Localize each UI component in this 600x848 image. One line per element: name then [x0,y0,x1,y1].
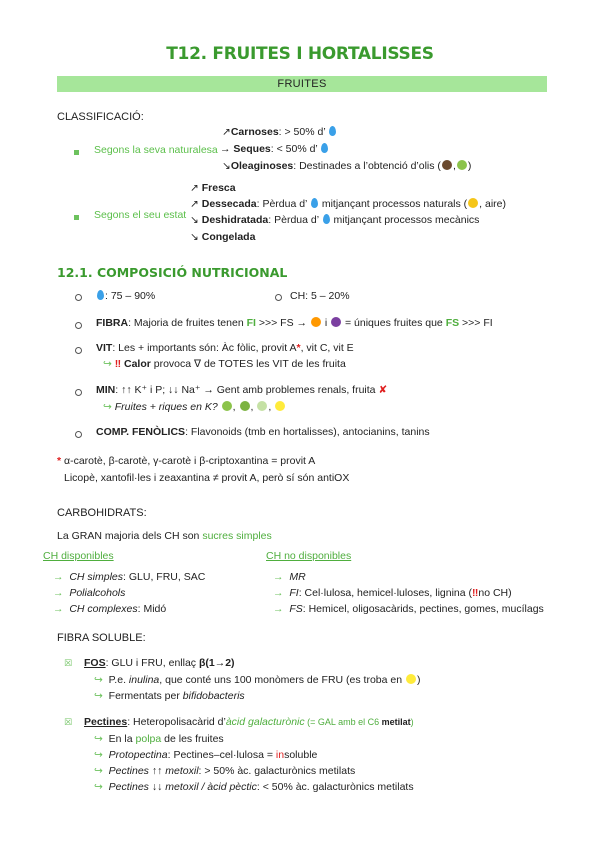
water-drop-icon [321,143,328,153]
heading-fibra-soluble: FIBRA SOLUBLE: [57,632,146,644]
list-item-mr: → MR [273,571,306,583]
item-carnoses: ↗Carnoses: > 50% d’ [222,126,337,138]
grapes-icon [331,317,341,327]
melon-icon [257,401,267,411]
item-water: : 75 – 90% [96,290,155,302]
group-label-estat: Segons el seu estat [94,209,187,221]
item-dessecada: ↗ Dessecada: Pèrdua d’ mitjançant processos naturals ( , aire) [190,198,507,210]
item-deshidratada: ↘ Deshidratada: Pèrdua d’ mitjançant processos mecànics [190,214,480,226]
group-label-naturalesa: Segons la seva naturalesa [94,144,218,156]
circle-bullet [75,294,82,301]
sun-icon [468,198,478,208]
circle-bullet [75,347,82,354]
item-pectines: Pectines: Heteropolisacàrid d’àcid galacturònic (= GAL amb el C6 metilat) [84,716,414,728]
sub-item-inulina: ↪ P.e. inulina, que conté uns 100 monòmers de FRU (es troba en ) [94,674,421,686]
section-banner-fruites: FRUITES [57,76,547,92]
heading-ch-disponibles: CH disponibles [43,550,114,562]
carbohidrats-intro: La GRAN majoria dels CH son sucres simples [57,530,272,542]
page-title: T12. FRUITES I HORTALISSES [166,44,434,64]
water-drop-icon [311,198,318,208]
item-vit: VIT: Les + importants són: Àc fòlic, provit A*, vit C, vit E [96,342,354,354]
avocado-icon [457,160,467,170]
square-bullet [74,150,79,155]
sub-item-protopectina: ↪ Protopectina: Pectines–cel·lulosa = insoluble [94,749,318,761]
coconut-icon [442,160,452,170]
item-fenolics: COMP. FENÒLICS: Flavonoids (tmb en hortalisses), antocianins, tanins [96,426,430,438]
list-item-fi: → FI: Cel·lulosa, hemicel·luloses, lignina (‼no CH) [273,587,512,599]
kiwi-icon [240,401,250,411]
item-fibra: FIBRA: Majoria de fruites tenen FI >>> FS → i = úniques fruites que FS >>> FI [96,317,493,329]
sub-item-potassium-fruits: ↪ Fruites + riques en K? , , , [103,401,286,413]
circle-bullet [75,389,82,396]
sub-item-low-metoxil: ↪ Pectines ↓↓ metoxil / àcid pèctic: < 50% àc. galacturònics metilats [94,781,414,793]
item-fresca: ↗ Fresca [190,182,236,194]
heading-composicio-nutricional: 12.1. COMPOSICIÓ NUTRICIONAL [57,265,288,280]
note-antiox: Licopè, xantofil·les i zeaxantina ≠ provit A, però sí són antiOX [64,472,350,484]
avocado-icon [222,401,232,411]
circle-bullet [275,294,282,301]
item-min: MIN: ↑↑ K⁺ i P; ↓↓ Na⁺ → Gent amb problemes renals, fruita ✘ [96,384,388,396]
list-item-fs: → FS: Hemicel, oligosacàrids, pectines, gomes, mucílags [273,603,544,615]
list-item-ch-simples: → CH simples: GLU, FRU, SAC [53,571,206,583]
banana-icon [406,674,416,684]
checkbox-marker: ☒ [64,658,73,668]
heading-classificacio: CLASSIFICACIÓ: [57,111,144,123]
water-drop-icon [329,126,336,136]
item-seques: → Seques: < 50% d’ [220,143,329,155]
item-ch: CH: 5 – 20% [290,290,350,302]
water-drop-icon [97,290,104,300]
list-item-ch-complexes: → CH complexes: Midó [53,603,167,615]
orange-icon [311,317,321,327]
square-bullet [74,215,79,220]
banana-icon [275,401,285,411]
sub-item-bifidobacteris: ↪ Fermentats per bifidobacteris [94,690,245,702]
item-fos: FOS: GLU i FRU, enllaç β(1→2) [84,657,235,669]
sub-item-calor: ↪ ‼ Calor provoca ∇ de TOTES les VIT de les fruita [103,358,346,370]
note-provit-a: * α-carotè, β-carotè, γ-carotè i β-criptoxantina = provit A [57,455,316,467]
sub-item-high-metoxil: ↪ Pectines ↑↑ metoxil: > 50% àc. galacturònics metilats [94,765,356,777]
circle-bullet [75,431,82,438]
item-oleaginoses: ↘Oleaginoses: Destinades a l’obtenció d’olis ( , ) [222,160,472,172]
sub-item-polpa: ↪ En la polpa de les fruites [94,733,224,745]
list-item-polialcohols: → Polialcohols [53,587,126,599]
water-drop-icon [323,214,330,224]
heading-ch-no-disponibles: CH no disponibles [266,550,352,562]
circle-bullet [75,322,82,329]
checkbox-marker: ☒ [64,717,73,727]
item-congelada: ↘ Congelada [190,231,256,243]
heading-carbohidrats: CARBOHIDRATS: [57,507,147,519]
